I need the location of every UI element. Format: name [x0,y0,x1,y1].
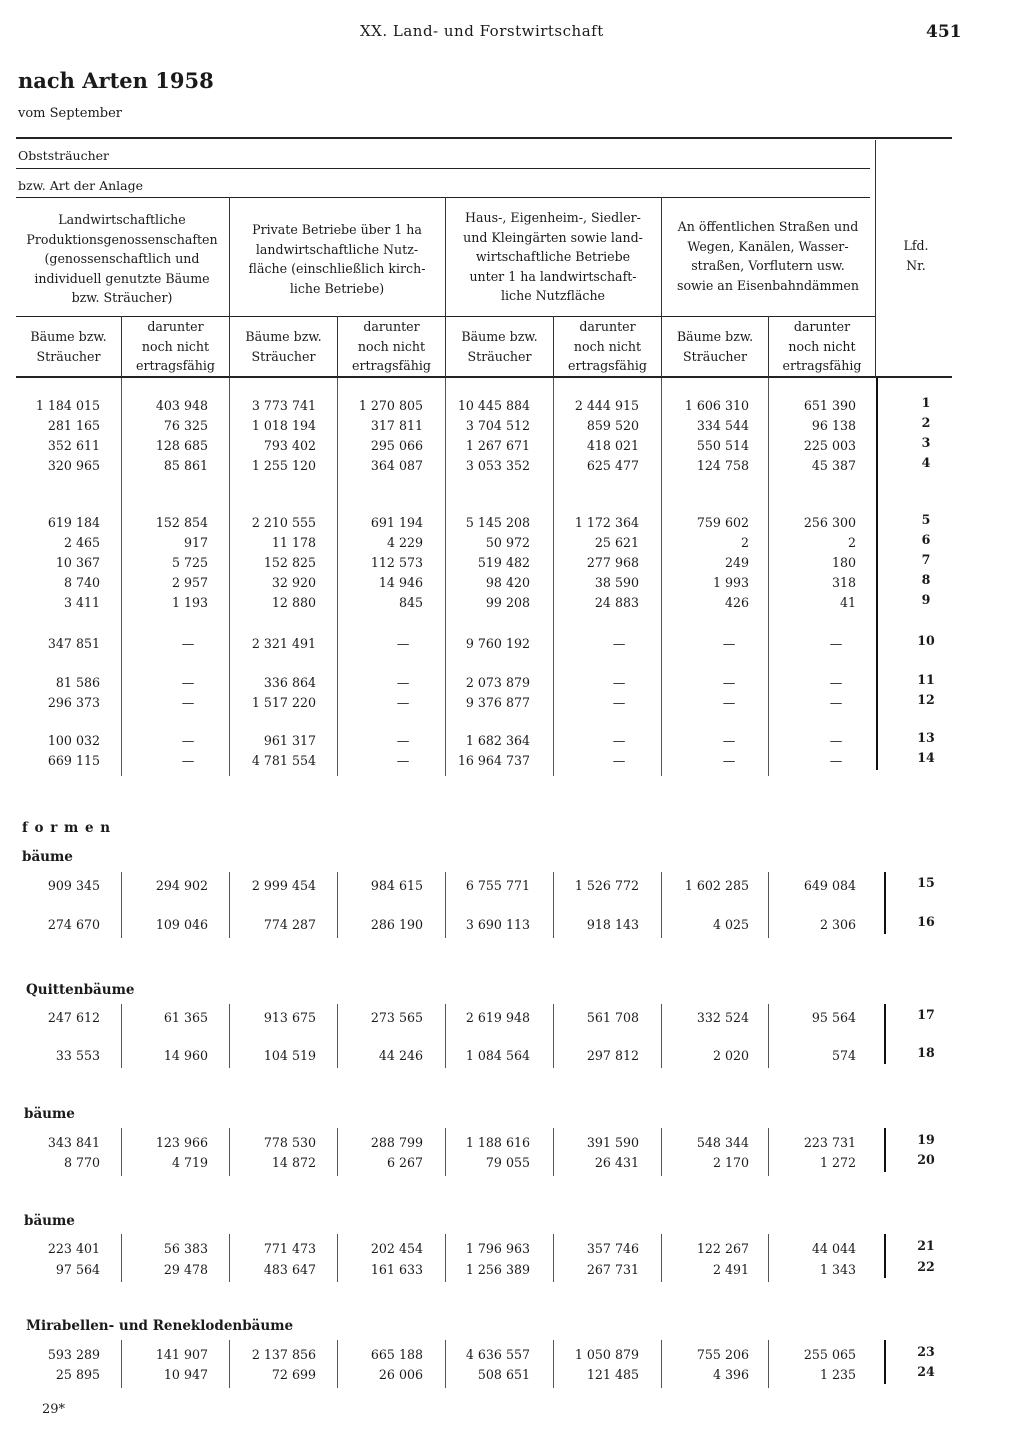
table-cell: — [722,733,736,748]
body-vline [876,378,878,770]
table-cell: 3 690 113 [465,917,530,932]
table-cell: 123 966 [155,1135,208,1150]
table-cell: 625 477 [586,458,639,473]
table-cell: — [612,733,626,748]
table-cell: 2 137 856 [251,1347,316,1362]
row-number: 13 [917,730,935,745]
table-cell: 483 647 [263,1262,316,1277]
table-cell: 44 246 [378,1048,423,1063]
table-cell: 288 799 [370,1135,423,1150]
table-cell: 5 145 208 [465,515,530,530]
table-cell: 391 590 [586,1135,639,1150]
row-number: 12 [917,692,935,707]
table-cell: 14 960 [163,1048,208,1063]
table-cell: — [612,753,626,768]
subhead-darunter: darunter noch nicht ertragsfähig [352,319,431,373]
table-cell: 79 055 [485,1155,530,1170]
table-cell: 98 420 [485,575,530,590]
row-number: 11 [917,672,935,687]
table-cell: 112 573 [370,555,423,570]
row-number: 4 [921,455,931,470]
table-cell: 16 964 737 [457,753,530,768]
col-strassen: An öffentlichen Straßen und Wegen, Kanälen, Wasser- straßen, Vorflutern usw. sowie an Eisenbahndämmen [677,219,859,293]
row-number: 23 [917,1344,935,1359]
table-cell: 961 317 [263,733,316,748]
table-cell: 223 731 [803,1135,856,1150]
table-cell: 44 044 [811,1241,856,1256]
table-cell: 11 178 [271,535,316,550]
table-cell: 45 387 [811,458,856,473]
table-cell: 41 [839,595,856,610]
table-cell: 774 287 [263,917,316,932]
table-cell: — [396,733,410,748]
table-cell: 332 524 [696,1010,749,1025]
table-cell: 273 565 [370,1010,423,1025]
header-bottom-rule [16,376,952,378]
table-cell: 256 300 [803,515,856,530]
row-number: 17 [917,1007,935,1022]
table-cell: 14 946 [378,575,423,590]
table-cell: 96 138 [811,418,856,433]
table-cell: 651 390 [803,398,856,413]
table-cell: 1 050 879 [574,1347,639,1362]
row-number: 21 [917,1238,935,1253]
table-cell: — [181,675,195,690]
section-vline [884,1340,886,1384]
table-cell: 141 907 [155,1347,208,1362]
table-cell: 4 636 557 [465,1347,530,1362]
table-cell: 152 825 [263,555,316,570]
table-cell: 1 796 963 [465,1241,530,1256]
table-cell: 277 968 [586,555,639,570]
table-cell: 1 184 015 [35,398,100,413]
table-cell: 1 172 364 [574,515,639,530]
table-cell: — [722,636,736,651]
table-cell: 274 670 [47,917,100,932]
table-cell: 26 006 [378,1367,423,1382]
table-cell: 12 880 [271,595,316,610]
row-number: 20 [917,1152,935,1167]
table-cell: 1 235 [819,1367,856,1382]
table-cell: — [396,695,410,710]
table-cell: 759 602 [696,515,749,530]
table-cell: 14 872 [271,1155,316,1170]
table-cell: 4 781 554 [251,753,316,768]
hdr-vline [661,197,662,377]
table-cell: — [396,636,410,651]
table-cell: 519 482 [477,555,530,570]
section-label: f o r m e n [22,820,112,836]
table-cell: 2 [847,535,856,550]
table-cell: — [722,753,736,768]
section-vline [884,1234,886,1278]
table-cell: 3 411 [63,595,100,610]
table-cell: 26 431 [594,1155,639,1170]
table-cell: 334 544 [696,418,749,433]
table-cell: — [612,675,626,690]
table-cell: 918 143 [586,917,639,932]
table-cell: 403 948 [155,398,208,413]
table-cell: — [181,695,195,710]
table-cell: 225 003 [803,438,856,453]
table-cell: 343 841 [47,1135,100,1150]
table-cell: 95 564 [811,1010,856,1025]
table-cell: 1 267 671 [465,438,530,453]
table-cell: 61 365 [163,1010,208,1025]
table-cell: 593 289 [47,1347,100,1362]
row-number: 2 [921,415,931,430]
section-vline [884,1128,886,1172]
col-lfd-nr: Lfd. Nr. [903,238,929,273]
table-cell: 122 267 [696,1241,749,1256]
table-cell: 771 473 [263,1241,316,1256]
table-cell: 5 725 [171,555,208,570]
subhead-baeume: Bäume bzw. Sträucher [461,329,538,364]
table-cell: 778 530 [263,1135,316,1150]
table-cell: 2 170 [712,1155,749,1170]
table-cell: 2 [740,535,749,550]
table-cell: 2 957 [171,575,208,590]
table-cell: 25 895 [55,1367,100,1382]
hdr-vline [445,197,446,377]
row-number: 7 [921,552,931,567]
table-cell: 1 018 194 [251,418,316,433]
section-vline [884,1004,886,1064]
row-number: 10 [917,633,935,648]
table-cell: 426 [724,595,749,610]
row-number: 24 [917,1364,935,1379]
table-cell: 10 947 [163,1367,208,1382]
table-cell: — [181,636,195,651]
running-title: XX. Land- und Forstwirtschaft [360,22,604,40]
table-cell: 4 719 [171,1155,208,1170]
table-cell: 2 321 491 [251,636,316,651]
col-lpg: Landwirtschaftliche Produktionsgenossenschaften (genossenschaftlich und individuell genutzte Bäume bzw. Sträucher) [26,212,218,305]
subhead-baeume: Bäume bzw. Sträucher [676,329,754,364]
table-cell: 1 526 772 [574,878,639,893]
page-subtitle: vom September [18,106,123,121]
table-cell: 97 564 [55,1262,100,1277]
table-cell: 72 699 [271,1367,316,1382]
hdr-vline [768,316,769,377]
table-cell: 296 373 [47,695,100,710]
section-vline [884,872,886,934]
table-cell: 161 633 [370,1262,423,1277]
subhead-baeume: Bäume bzw. Sträucher [245,329,322,364]
table-cell: 297 812 [586,1048,639,1063]
hdr-vline [121,316,122,377]
table-cell: 33 553 [55,1048,100,1063]
table-cell: 1 255 120 [251,458,316,473]
table-cell: 295 066 [370,438,423,453]
section-label: Mirabellen- und Reneklodenbäume [26,1318,294,1334]
table-cell: 352 611 [47,438,100,453]
table-cell: 1 993 [712,575,749,590]
table-cell: 2 020 [712,1048,749,1063]
hdr-vline [553,316,554,377]
table-cell: 223 401 [47,1241,100,1256]
page-number: 451 [926,22,962,42]
table-cell: 1 270 805 [358,398,423,413]
table-cell: 8 770 [63,1155,100,1170]
table-cell: 76 325 [163,418,208,433]
table-cell: 9 760 192 [465,636,530,651]
table-cell: 121 485 [586,1367,639,1382]
table-cell: 109 046 [155,917,208,932]
stub-label-2: bzw. Art der Anlage [18,178,144,193]
table-cell: 4 396 [712,1367,749,1382]
section-label: bäume [24,1213,75,1229]
row-number: 22 [917,1259,935,1274]
table-cell: — [396,753,410,768]
table-cell: 793 402 [263,438,316,453]
table-cell: 2 210 555 [251,515,316,530]
table-cell: 317 811 [370,418,423,433]
table-cell: 1 606 310 [684,398,749,413]
row-number: 16 [917,914,935,929]
table-cell: 29 478 [163,1262,208,1277]
table-cell: 50 972 [485,535,530,550]
subhead-darunter: darunter noch nicht ertragsfähig [136,319,215,373]
table-cell: 25 621 [594,535,639,550]
row-number: 3 [921,435,931,450]
table-cell: 81 586 [55,675,100,690]
table-cell: 917 [183,535,208,550]
table-cell: 100 032 [47,733,100,748]
table-cell: 845 [398,595,423,610]
table-cell: 202 454 [370,1241,423,1256]
table-cell: 6 267 [386,1155,423,1170]
table-cell: 508 651 [477,1367,530,1382]
table-cell: 3 773 741 [251,398,316,413]
table-cell: 320 965 [47,458,100,473]
table-cell: 247 612 [47,1010,100,1025]
page-title: nach Arten 1958 [18,68,214,93]
table-cell: — [612,636,626,651]
table-cell: — [829,675,843,690]
hdr-vline [875,140,876,377]
table-cell: 561 708 [586,1010,639,1025]
table-cell: 574 [831,1048,856,1063]
row-number: 8 [921,572,931,587]
table-cell: 4 229 [386,535,423,550]
stub-label-1: Obststräucher [18,148,110,163]
table-cell: 913 675 [263,1010,316,1025]
table-cell: 10 367 [55,555,100,570]
table-cell: 318 [831,575,856,590]
table-cell: 347 851 [47,636,100,651]
table-cell: 2 444 915 [574,398,639,413]
table-cell: 984 615 [370,878,423,893]
table-cell: 152 854 [155,515,208,530]
table-cell: 267 731 [586,1262,639,1277]
row-number: 9 [921,592,931,607]
table-cell: 619 184 [47,515,100,530]
table-cell: 10 445 884 [457,398,530,413]
row-number: 15 [917,875,935,890]
subhead-darunter: darunter noch nicht ertragsfähig [568,319,647,373]
row-number: 18 [917,1045,935,1060]
table-cell: 281 165 [47,418,100,433]
stub-rule-1 [16,168,870,169]
table-cell: 550 514 [696,438,749,453]
table-cell: 249 [724,555,749,570]
table-cell: 548 344 [696,1135,749,1150]
table-cell: 336 864 [263,675,316,690]
table-cell: 1 193 [171,595,208,610]
signature-mark: 29* [42,1402,66,1417]
subhead-baeume: Bäume bzw. Sträucher [30,329,107,364]
col-private: Private Betriebe über 1 ha landwirtschaftliche Nutz- fläche (einschließlich kirch- liche Betriebe) [248,222,426,296]
table-cell: 1 517 220 [251,695,316,710]
table-cell: — [181,733,195,748]
table-cell: 1 682 364 [465,733,530,748]
table-cell: 255 065 [803,1347,856,1362]
row-number: 1 [921,395,931,410]
table-cell: 99 208 [485,595,530,610]
row-number: 6 [921,532,931,547]
table-cell: 85 861 [163,458,208,473]
table-cell: 3 053 352 [465,458,530,473]
top-rule [16,137,952,139]
table-cell: 418 021 [586,438,639,453]
table-cell: 2 073 879 [465,675,530,690]
table-cell: 1 343 [819,1262,856,1277]
table-cell: 1 272 [819,1155,856,1170]
table-cell: 286 190 [370,917,423,932]
hdr-vline [337,316,338,377]
table-cell: 2 999 454 [251,878,316,893]
stub-rule-2 [16,197,870,198]
table-cell: 1 084 564 [465,1048,530,1063]
table-cell: — [829,753,843,768]
table-cell: — [829,636,843,651]
section-label: bäume [24,1106,75,1122]
table-cell: 4 025 [712,917,749,932]
table-cell: 3 704 512 [465,418,530,433]
table-cell: 180 [831,555,856,570]
table-cell: 24 883 [594,595,639,610]
table-cell: 357 746 [586,1241,639,1256]
section-label: bäume [22,849,73,865]
table-cell: — [612,695,626,710]
row-number: 14 [917,750,935,765]
table-cell: — [722,695,736,710]
col-haus: Haus-, Eigenheim-, Siedler- und Kleingärten sowie land- wirtschaftliche Betriebe unter 1 ha landwirtschaft- liche Nutzfläche [463,210,643,303]
table-cell: 2 619 948 [465,1010,530,1025]
table-cell: 691 194 [370,515,423,530]
table-cell: 56 383 [163,1241,208,1256]
table-cell: 364 087 [370,458,423,473]
table-cell: 2 306 [819,917,856,932]
table-cell: 859 520 [586,418,639,433]
table-cell: 665 188 [370,1347,423,1362]
table-cell: 38 590 [594,575,639,590]
table-cell: 755 206 [696,1347,749,1362]
table-cell: — [181,753,195,768]
table-cell: 2 491 [712,1262,749,1277]
table-cell: 909 345 [47,878,100,893]
table-cell: 649 084 [803,878,856,893]
table-cell: — [829,695,843,710]
section-label: Quittenbäume [26,982,135,998]
table-cell: 128 685 [155,438,208,453]
table-cell: 2 465 [63,535,100,550]
table-cell: 1 256 389 [465,1262,530,1277]
table-cell: 669 115 [47,753,100,768]
table-cell: 8 740 [63,575,100,590]
table-cell: 9 376 877 [465,695,530,710]
table-cell: 294 902 [155,878,208,893]
table-cell: — [396,675,410,690]
row-number: 19 [917,1132,935,1147]
hdr-vline [229,197,230,377]
table-cell: — [722,675,736,690]
row-number: 5 [921,512,931,527]
table-cell: 1 188 616 [465,1135,530,1150]
table-cell: — [829,733,843,748]
table-cell: 32 920 [271,575,316,590]
table-cell: 124 758 [696,458,749,473]
table-cell: 1 602 285 [684,878,749,893]
table-cell: 104 519 [263,1048,316,1063]
table-cell: 6 755 771 [465,878,530,893]
subhead-darunter: darunter noch nicht ertragsfähig [782,319,862,373]
